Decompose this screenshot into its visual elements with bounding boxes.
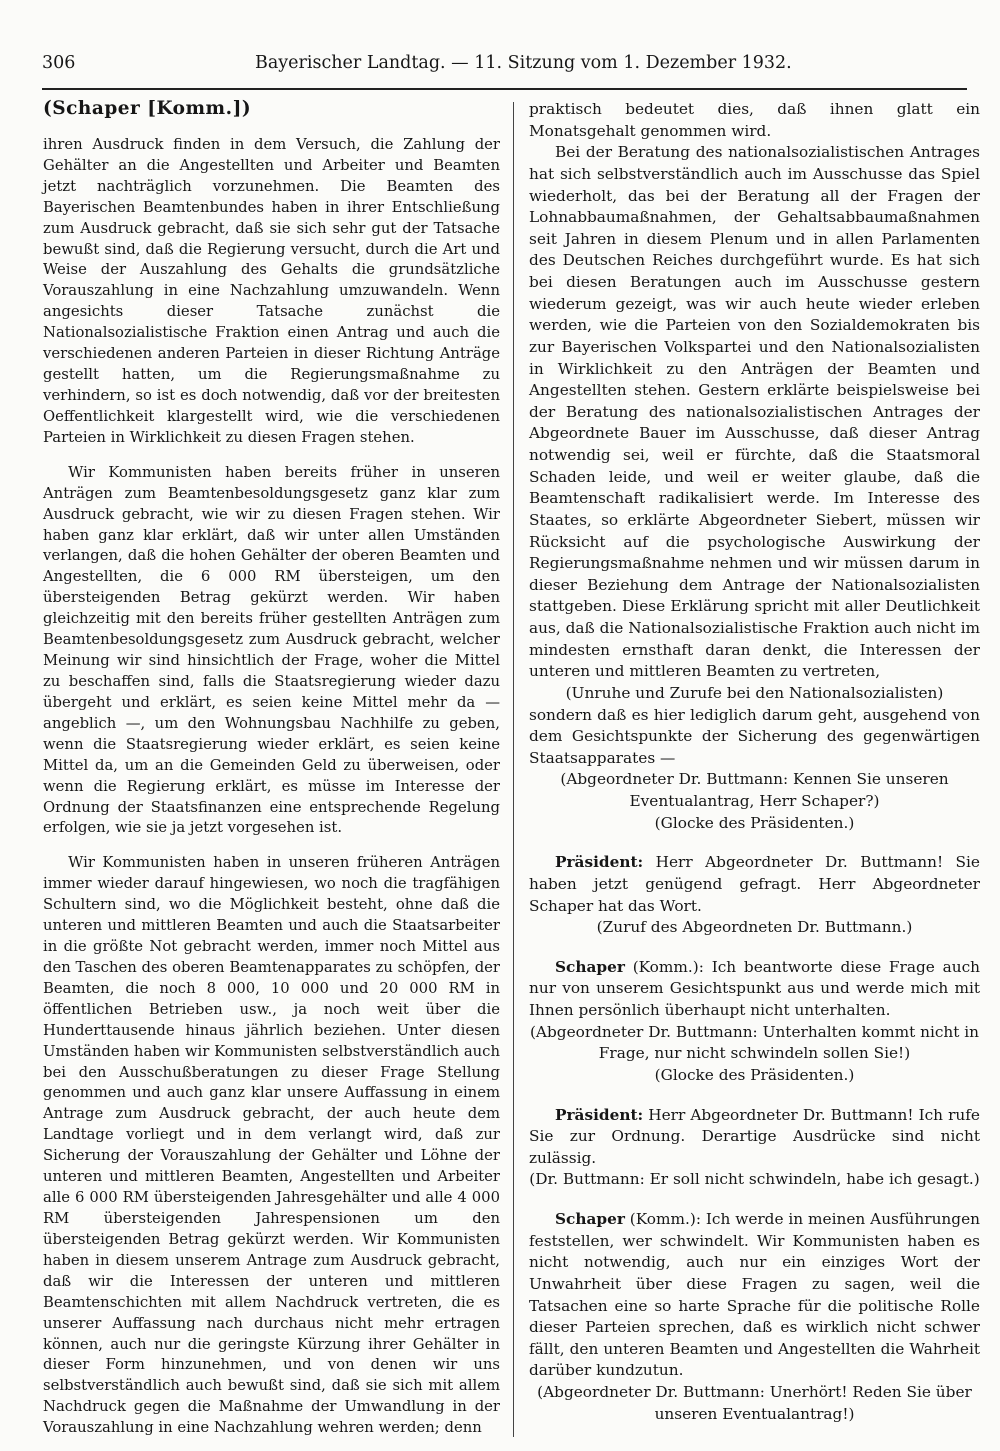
interjection: (Abgeordneter Dr. Buttmann: Unterhalten kommt nicht in Frage, nur nicht schwindeln sollen Sie!) [529, 1022, 980, 1063]
paragraph: Wir Kommunisten haben in unseren früheren Anträgen immer wieder darauf hingewiesen, wo noch die tragfähigen Schultern sind, wo die Möglichkeit besteht, ohne daß die unteren und mittleren Beamten und auch die Staatsarbeiter in die größte Not gebracht werden, immer noch Mittel aus den Taschen des oberen Beamtenapparates zu schöpfen, der Beamten, die noch 8 000, 10 000 und 20 000 RM in öffentlichen Betrieben usw., ja noch weit über die Hunderttausende hinaus jährlich beziehen. Unter diesen Umständen haben wir Kommunisten selbstverständlich auch bei den Ausschußberatungen zu dieser Frage Stellung genommen und auch ganz klar unsere Auffassung in einem Antrage zum Ausdruck gebracht, der auch heute dem Landtage vorliegt und in dem verlangt wird, daß zur Sicherung der Vorauszahlung der Gehälter und Löhne der unteren und mittleren Beamten, Angestellten und Arbeiter alle 6 000 RM übersteigenden Jahresgehälter und alle 4 000 RM übersteigenden Jahrespensionen um den übersteigenden Betrag gekürzt werden. Wir Kommunisten haben in diesem unserem Antrage zum Ausdruck gebracht, daß wir die Interessen der unteren und mittleren Beamtenschichten mit allem Nachdruck vertreten, die es unserer Auffassung nach durchaus nicht mehr ertragen können, auch nur die geringste Kürzung ihrer Gehälter in dieser Form hinzunehmen, und von denen wir uns selbstverständlich auch bewußt sind, daß sie sich mit allem Nachdruck gegen die Maßnahme der Umwandlung in der Vorauszahlung in eine Nachzahlung wehren werden; denn [43, 854, 500, 1437]
paragraph: Bei der Beratung des nationalsozialistischen Antrages hat sich selbstverständlich auch im Ausschusse das Spiel wiederholt, das bei der Beratung all der Fragen der Lohnabbaumaßnahmen, der Gehaltsabbaumaßnahmen seit Jahren in diesem Plenum und in allen Parlamenten des Deutschen Reiches durchgeführt wurde. Es hat sich bei diesen Beratungen auch im Ausschusse gestern wiederum gezeigt, was wir auch heute wieder erleben werden, wie die Parteien von den Sozialdemokraten bis zur Bayerischen Volkspartei und den Nationalsozialisten in Wirklichkeit zu den Anträgen der Beamten und Angestellten stehen. Gestern erklärte beispielsweise bei der Beratung des nationalsozialistischen Antrages der Abgeordnete Bauer im Ausschusse, daß dieser Antrag notwendig sei, weil er fürchte, daß die Staatsmoral Schaden leide, und weil er weiter glaube, daß die Beamtenschaft radikalisiert werde. Im Interesse des Staates, so erklärte Abgeordneter Siebert, müssen wir Rücksicht auf die psychologische Auswirkung der Regierungsmaßnahme nehmen und wir müssen darum in dieser Beziehung dem Antrage der Nationalsozialisten stattgeben. Diese Erklärung spricht mit aller Deutlichkeit aus, daß die Nationalsozialistische Fraktion auch nicht im mindesten ernsthaft daran denkt, die Interessen der unteren und mittleren Beamten zu vertreten, [529, 143, 980, 681]
interjection: (Abgeordneter Dr. Buttmann: Unerhört! Reden Sie über unseren Eventualantrag!) [537, 1383, 972, 1423]
speaker-president: Präsident: [555, 853, 644, 872]
paragraph: sondern daß es hier lediglich darum geht, ausgehend von dem Gesichtspunkte der Sicherung des gegenwärtigen Staatsapparates — [529, 705, 980, 767]
bell-note: (Glocke des Präsidenten.) [654, 813, 855, 832]
statement-text: Ich werde in meinen Ausführungen feststellen, wer schwindelt. Wir Kommunisten haben es nicht notwendig, auch nur ein einziges Wort der Unwahrheit über diese Fragen zu sagen, weil die Tatsachen eine so harte Sprache für die politische Rolle dieser Parteien sprechen, daß es wirklich nicht schwer fällt, den unteren Beamten und Angestellten die Wahrheit darüber kundzutun. [529, 1210, 980, 1380]
speaker-schaper: Schaper [555, 957, 625, 976]
right-column [529, 99, 980, 1425]
interjection: (Abgeordneter Dr. Buttmann: Kennen Sie unseren Eventualantrag, Herr Schaper?) [560, 770, 949, 810]
speaker-party: (Komm.): [629, 1210, 701, 1228]
page-number: 306 [42, 53, 76, 73]
paragraph: ihren Ausdruck finden in dem Versuch, die Zahlung der Gehälter an die Angestellten und Arbeiter und Beamten jetzt nachträglich vorzunehmen. Die Beamten des Bayerischen Beamtenbundes haben in ihrer Entschließung zum Ausdruck gebracht, daß sie sich sehr gut der Tatsache bewußt sind, daß die Regierung versucht, durch die Art und Weise der Auszahlung des Gehalts die grundsätzliche Vorauszahlung in eine Nachzahlung umzuwandeln. Wenn angesichts dieser Tatsache zunächst die Nationalsozialistische Fraktion einen Antrag und auch die verschiedenen anderen Parteien in dieser Richtung Anträge gestellt hatten, um die Regierungsmaßnahme zu verhindern, so ist es doch notwendig, daß vor der breitesten Oeffentlichkeit klargestellt wird, wie die verschiedenen Parteien in Wirklichkeit zu diesen Fragen stehen. [43, 135, 500, 446]
speaker-president: Präsident: [555, 1105, 644, 1124]
interjection: (Zuruf des Abgeordneten Dr. Buttmann.) [596, 918, 913, 937]
interjection: (Unruhe und Zurufe bei den Nationalsozialisten) [565, 683, 944, 702]
running-title: Bayerischer Landtag. — 11. Sitzung vom 1. Dezember 1932. [255, 53, 792, 73]
statement-text: Herr Abgeordneter Dr. Buttmann! Ich rufe Sie zur Ordnung. Derartige Ausdrücke sind nicht zulässig. [529, 1105, 980, 1167]
schaper-statement [529, 1209, 980, 1382]
paragraph: Wir Kommunisten haben bereits früher in unseren Anträgen zum Beamtenbesoldungsgesetz ganz klar zum Ausdruck gebracht, wie wir zu diesen Fragen stehen. Wir haben ganz klar erklärt, daß wir unter allen Umständen verlangen, daß die hohen Gehälter der oberen Beamten und Angestellten, die 6 000 RM übersteigen, um den übersteigenden Betrag gekürzt werden. Wir haben gleichzeitig mit den bereits früher gestellten Anträgen zum Beamtenbesoldungsgesetz zum Ausdruck gebracht, welcher Meinung wir sind hinsichtlich der Frage, woher die Mittel zu beschaffen sind, falls die Staatsregierung wieder dazu übergeht und erklärt, es seien keine Mittel mehr da — angeblich —, um den Wohnungsbau Nachhilfe zu geben, wenn die Staatsregierung wieder erklärt, es seien keine Mittel da, um an die Gemeinden Geld zu überweisen, oder wenn die Regierung erklärt, es müsse im Interesse der Ordnung der Staatsfinanzen eine entsprechende Regelung erfolgen, wie sie ja jetzt vorgesehen ist. [43, 463, 500, 837]
schaper-statement [529, 957, 980, 1022]
column-divider [513, 102, 514, 1437]
bell-note: (Glocke des Präsidenten.) [654, 1065, 855, 1084]
interjection: (Dr. Buttmann: Er soll nicht schwindeln, habe ich gesagt.) [529, 1170, 980, 1189]
page-header [42, 53, 967, 79]
speaker-schaper: Schaper [555, 1210, 625, 1228]
paragraph-continuation: praktisch bedeutet dies, daß ihnen glatt ein Monatsgehalt genommen wird. [529, 100, 980, 140]
statement-text: Herr Abgeordneter Dr. Buttmann! Sie haben jetzt genügend gefragt. Herr Abgeordneter Schaper hat das Wort. [529, 853, 980, 915]
header-rule [42, 88, 967, 90]
speaker-party: (Komm.): [632, 957, 704, 976]
president-statement [529, 852, 980, 917]
president-statement [529, 1105, 980, 1170]
left-column [43, 99, 500, 1439]
speaker-heading: (Schaper [Komm.]) [43, 98, 252, 119]
statement-text: Ich beantworte diese Frage auch nur von unserem Gesichtspunkt aus und werde mich mit Ihnen persönlich überhaupt nicht unterhalten. [529, 957, 980, 1019]
